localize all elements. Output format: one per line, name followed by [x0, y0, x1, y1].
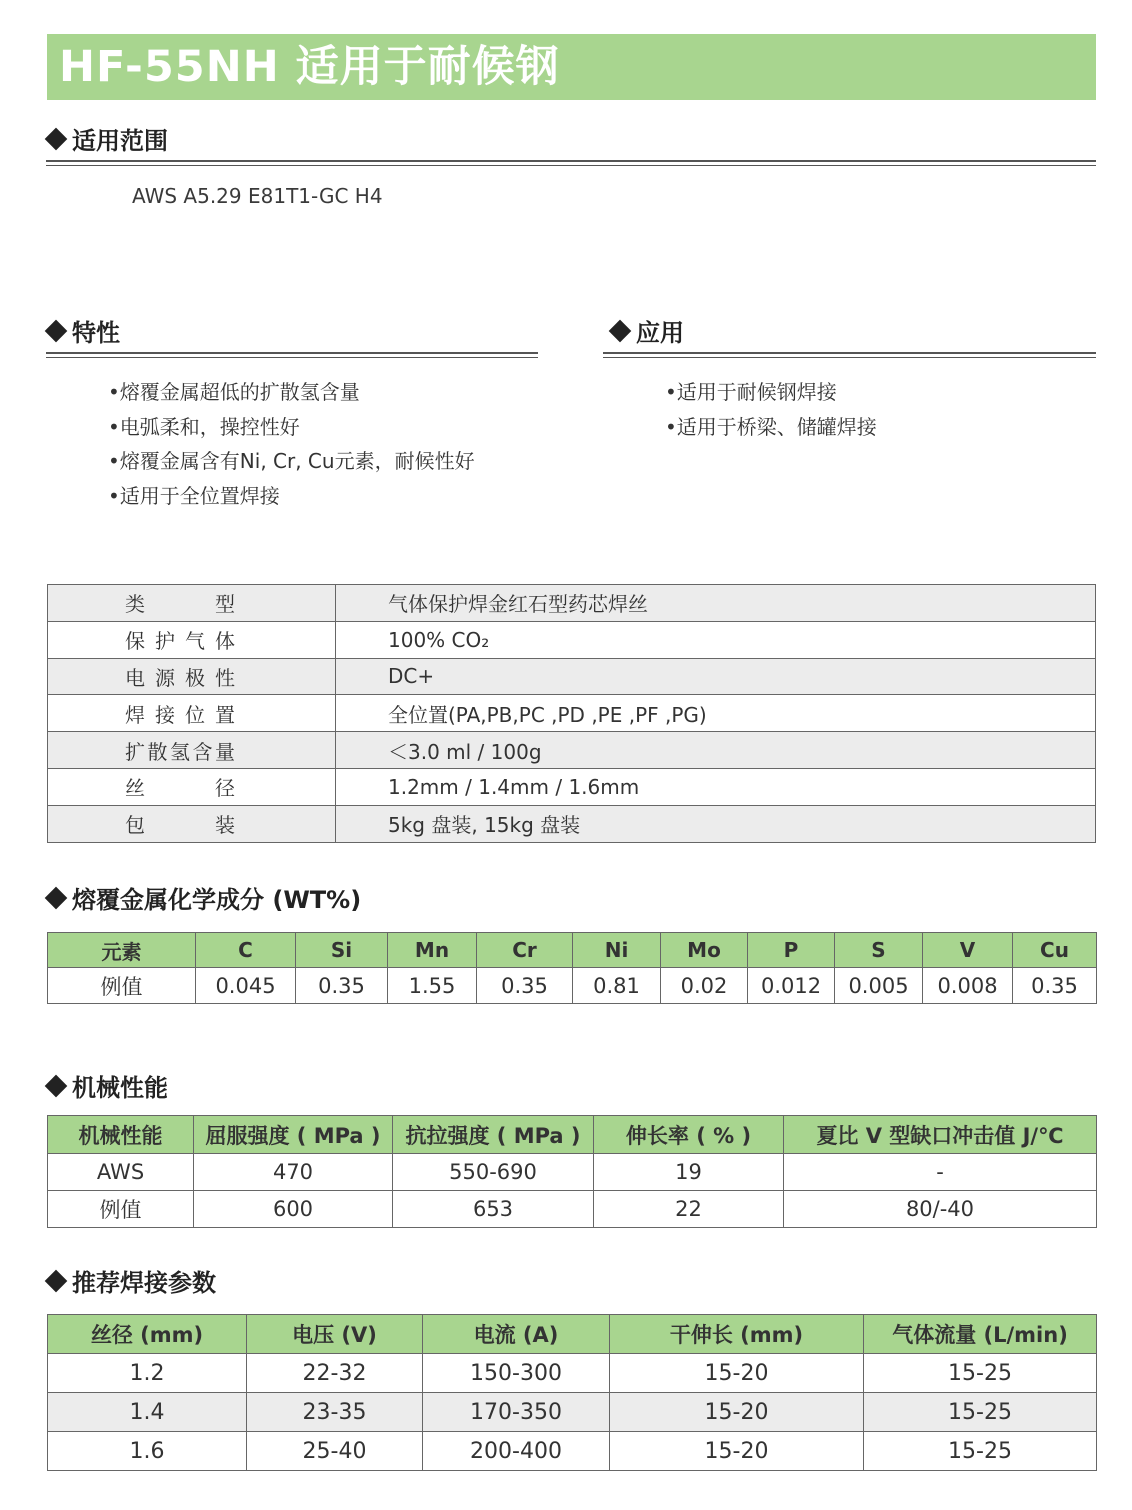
table-cell: 22-32: [247, 1354, 423, 1393]
table-cell: 1.2: [48, 1354, 247, 1393]
applications-divider: [603, 352, 1096, 358]
list-item: • 适用于耐候钢焊接: [665, 375, 877, 410]
table-cell: 0.005: [835, 968, 923, 1004]
table-row: [48, 1191, 1097, 1228]
spec-value: 气体保护焊金红石型药芯焊丝: [336, 585, 1096, 622]
spec-value: 1.2mm / 1.4mm / 1.6mm: [336, 768, 1096, 805]
table-cell: 0.012: [748, 968, 835, 1004]
diamond-bullet-icon: [45, 887, 68, 910]
table-cell: 170-350: [423, 1393, 610, 1432]
spec-value: ＜3.0 ml / 100g: [336, 732, 1096, 769]
column-header: 抗拉强度 ( MPa ): [393, 1116, 594, 1154]
mechanical-table: [47, 1115, 1097, 1228]
table-cell: 550-690: [393, 1154, 594, 1191]
spec-key: 保护气体: [125, 629, 235, 654]
spec-key: 类型: [125, 592, 235, 617]
table-cell: 80/-40: [784, 1191, 1097, 1228]
table-cell: 23-35: [247, 1393, 423, 1432]
table-cell: 15-25: [864, 1432, 1097, 1471]
spec-key: 扩散氢含量: [125, 739, 235, 764]
column-header: 机械性能: [48, 1116, 194, 1154]
column-header: Cr: [477, 933, 573, 968]
spec-value: 5kg 盘装, 15kg 盘装: [336, 805, 1096, 842]
table-row: [48, 968, 1097, 1004]
diamond-bullet-icon: [45, 128, 68, 151]
spec-value: 100% CO₂: [336, 621, 1096, 658]
column-header: 电压 (V): [247, 1315, 423, 1354]
table-row: [48, 1354, 1097, 1393]
mechanical-heading: 机械性能: [44, 1073, 168, 1103]
table-row: [48, 621, 1096, 658]
row-label: 例值: [48, 1191, 194, 1228]
table-cell: 1.55: [388, 968, 477, 1004]
table-cell: 15-25: [864, 1354, 1097, 1393]
list-item: • 电弧柔和，操控性好: [108, 410, 475, 445]
column-header: V: [923, 933, 1013, 968]
column-header: C: [196, 933, 296, 968]
table-row: [48, 1154, 1097, 1191]
table-cell: 1.6: [48, 1432, 247, 1471]
column-header: Ni: [573, 933, 661, 968]
column-header: 干伸长 (mm): [610, 1315, 864, 1354]
table-cell: 19: [594, 1154, 784, 1191]
spec-value: 全位置(PA,PB,PC ,PD ,PE ,PF ,PG): [336, 695, 1096, 732]
table-cell: 22: [594, 1191, 784, 1228]
features-divider: [46, 352, 538, 358]
column-header: Mo: [661, 933, 748, 968]
diamond-bullet-icon: [45, 320, 68, 343]
table-cell: 25-40: [247, 1432, 423, 1471]
column-header: Mn: [388, 933, 477, 968]
title-banner: [47, 34, 1096, 100]
row-label: 例值: [48, 968, 196, 1004]
column-header: 气体流量 (L/min): [864, 1315, 1097, 1354]
row-label: AWS: [48, 1154, 194, 1191]
table-cell: 0.008: [923, 968, 1013, 1004]
column-header: Cu: [1013, 933, 1097, 968]
table-cell: 0.81: [573, 968, 661, 1004]
table-header-row: [48, 933, 1097, 968]
column-header: 屈服强度 ( MPa ): [194, 1116, 393, 1154]
table-cell: 0.35: [477, 968, 573, 1004]
table-cell: 150-300: [423, 1354, 610, 1393]
params-table: [47, 1314, 1097, 1471]
column-header: P: [748, 933, 835, 968]
scope-heading: 适用范围: [44, 126, 168, 156]
column-header: Si: [296, 933, 388, 968]
spec-table: [47, 584, 1096, 843]
spec-key: 丝径: [125, 776, 235, 801]
chemistry-table: [47, 932, 1097, 1004]
scope-divider: [46, 160, 1096, 166]
list-item: • 适用于全位置焊接: [108, 479, 475, 514]
table-cell: 0.35: [1013, 968, 1097, 1004]
diamond-bullet-icon: [45, 1270, 68, 1293]
table-row: [48, 658, 1096, 695]
column-header: 夏比 V 型缺口冲击值 J/℃: [784, 1116, 1097, 1154]
table-cell: 0.02: [661, 968, 748, 1004]
column-header: 电流 (A): [423, 1315, 610, 1354]
table-cell: 15-20: [610, 1432, 864, 1471]
spec-key: 电源极性: [125, 665, 235, 690]
list-item: • 适用于桥梁、储罐焊接: [665, 410, 877, 445]
table-header-row: [48, 1116, 1097, 1154]
column-header: 伸长率 ( % ): [594, 1116, 784, 1154]
table-cell: 15-20: [610, 1354, 864, 1393]
params-heading: 推荐焊接参数: [44, 1268, 216, 1298]
table-cell: 15-20: [610, 1393, 864, 1432]
diamond-bullet-icon: [45, 1075, 68, 1098]
spec-key: 包装: [125, 813, 235, 838]
table-cell: 653: [393, 1191, 594, 1228]
applications-list: [665, 375, 877, 444]
column-header: S: [835, 933, 923, 968]
table-cell: -: [784, 1154, 1097, 1191]
table-cell: 600: [194, 1191, 393, 1228]
table-cell: 0.35: [296, 968, 388, 1004]
table-row: [48, 585, 1096, 622]
table-row: [48, 805, 1096, 842]
table-row: [48, 695, 1096, 732]
column-header: 元素: [48, 933, 196, 968]
table-row: [48, 1393, 1097, 1432]
table-cell: 1.4: [48, 1393, 247, 1432]
table-row: [48, 1432, 1097, 1471]
applications-heading: 应用: [608, 318, 684, 348]
table-cell: 15-25: [864, 1393, 1097, 1432]
table-row: [48, 732, 1096, 769]
table-cell: 0.045: [196, 968, 296, 1004]
spec-value: DC+: [336, 658, 1096, 695]
table-row: [48, 768, 1096, 805]
diamond-bullet-icon: [609, 320, 632, 343]
table-cell: 470: [194, 1154, 393, 1191]
table-header-row: [48, 1315, 1097, 1354]
chemistry-heading: 熔覆金属化学成分 (WT%): [44, 885, 361, 915]
column-header: 丝径 (mm): [48, 1315, 247, 1354]
features-list: [108, 375, 475, 513]
page-title: HF-55NH 适用于耐候钢: [59, 42, 560, 92]
features-heading: 特性: [44, 318, 120, 348]
scope-standard: AWS A5.29 E81T1-GC H4: [132, 184, 383, 208]
spec-key: 焊接位置: [125, 702, 235, 727]
list-item: • 熔覆金属含有Ni, Cr, Cu元素，耐候性好: [108, 444, 475, 479]
table-cell: 200-400: [423, 1432, 610, 1471]
list-item: • 熔覆金属超低的扩散氢含量: [108, 375, 475, 410]
